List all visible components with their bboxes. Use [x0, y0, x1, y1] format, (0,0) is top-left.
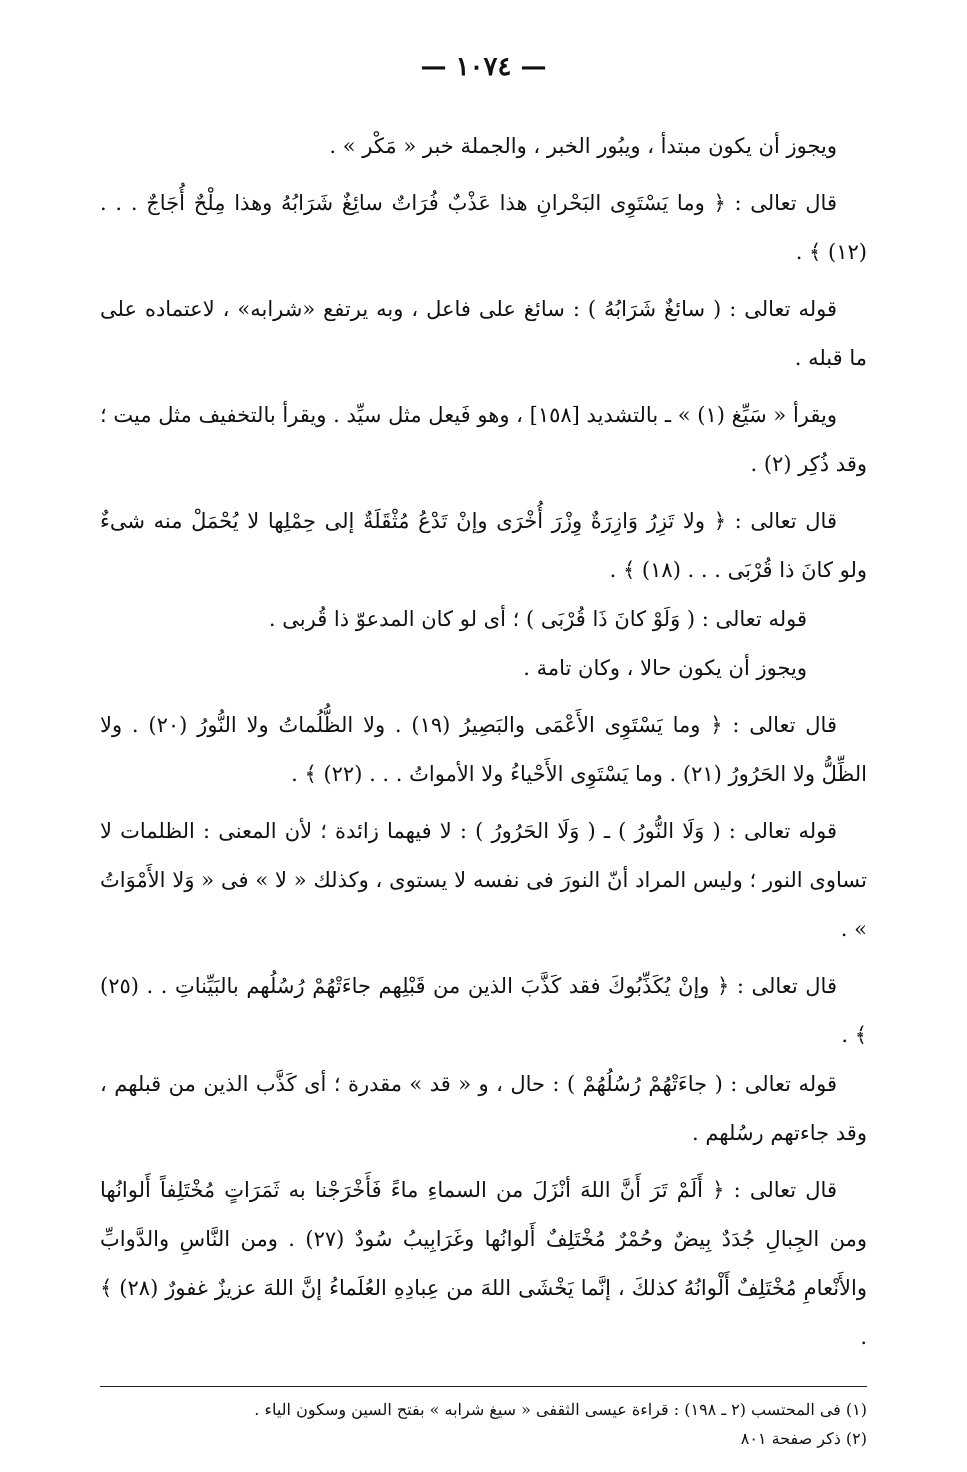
- footnotes: [100, 1395, 867, 1453]
- paragraph: قال تعالى : ﴿ أَلَمْ تَرَ أَنَّ اللهَ أنْزَلَ من السماءِ ماءً فَأَخْرَجْنا به ثَمَرَاتٍ مُخْتَلِفاً أَلوانُها ومن الجِبالِ جُدَدٌ بِيضٌ وحُمْرٌ مُخْتَلِفٌ أَلوانُها وغَرَابِيبُ سُودٌ (٢٧) . ومن النَّاسِ والدَّوابِّ والأَنْعامِ مُخْتَلِفٌ أَلْوانُهُ كذلكَ ، إنَّما يَخْشَى اللهَ من عِبادِهِ العُلَماءُ إنَّ اللهَ عزيزٌ غفورٌ (٢٨) ﴾ .: [100, 1178, 867, 1349]
- footnote: (٢) ذكر صفحة ٨٠١: [740, 1429, 867, 1448]
- paragraph: ويقرأ « سَيِّغ (١) » ـ بالتشديد [١٥٨] ، وهو فَيعل مثل سيِّد . ويقرأ بالتخفيف مثل ميت ؛ وقد ذُكِر (٢) .: [100, 403, 867, 476]
- paragraph: ويجوز أن يكون مبتدأ ، ويبُور الخبر ، والجملة خبر « مَكْر » .: [329, 134, 837, 158]
- paragraph: قوله تعالى : ( وَلَا النُّورُ ) ـ ( وَلَا الحَرُورُ ) : لا فيهما زائدة ؛ لأن المعنى : الظلمات لا تساوى النور ؛ وليس المراد أنّ النورَ فى نفسه لا يستوى ، وكذلك « لا » فى « وَلا الأَمْوَاتُ » .: [100, 819, 867, 941]
- footnote: (١) فى المحتسب (٢ ـ ١٩٨) : قراءة عيسى الثقفى « سيغ شرابه » بفتح السين وسكون الياء .: [254, 1400, 867, 1419]
- paragraph: قوله تعالى : ( سائغٌ شَرَابُهُ ) : سائغ على فاعل ، وبه يرتفع «شرابه» ، لاعتماده على ما قبله .: [100, 297, 867, 370]
- paragraph: قوله تعالى : ( جاءَتْهُمْ رُسُلُهُمْ ) : حال ، و « قد » مقدرة ؛ أى كَذَّب الذين من قبلهم ، وقد جاءتهم رسُلهم .: [100, 1072, 867, 1145]
- paragraph: قال تعالى : ﴿ وإنْ يُكَذِّبُوكَ فقد كَذَّبَ الذين من قَبْلِهم جاءَتْهُمْ رُسُلُهم بالبَيِّناتِ . . (٢٥) ﴾ .: [100, 974, 867, 1047]
- page-number: — ١٠٧٤ —: [420, 52, 547, 82]
- paragraph: قال تعالى : ﴿ وما يَسْتَوِى الأَعْمَى والبَصِيرُ (١٩) . ولا الظُّلُماتُ ولا النُّورُ (٢٠) . ولا الظِّلُّ ولا الحَرُورُ (٢١) . وما يَسْتَوِى الأَحْياءُ ولا الأمواتُ . . . (٢٢) ﴾ .: [100, 713, 867, 786]
- paragraph: قال تعالى : ﴿ وما يَسْتَوِى البَحْرانِ هذا عَذْبٌ فُرَاتٌ سائِغٌ شَرَابُهُ وهذا مِلْحٌ أُجَاجٌ . . . (١٢) ﴾ .: [100, 191, 867, 264]
- body-text: [100, 122, 867, 1362]
- paragraph: ويجوز أن يكون حالا ، وكان تامة .: [523, 656, 807, 680]
- paragraph: قال تعالى : ﴿ ولا تَزِرُ وَازِرَةٌ وِزْرَ أُخْرَى وإنْ تَدْعُ مُثْقَلَةٌ إلى حِمْلِها لا يُحْمَلْ منه شىءٌ ولو كانَ ذا قُرْبَى . . . (١٨) ﴾ .: [100, 509, 867, 582]
- paragraph: قوله تعالى : ( وَلَوْ كانَ ذَا قُرْبَى ) ؛ أى لو كان المدعوّ ذا قُربى .: [268, 607, 807, 631]
- footnote-divider: [100, 1386, 867, 1387]
